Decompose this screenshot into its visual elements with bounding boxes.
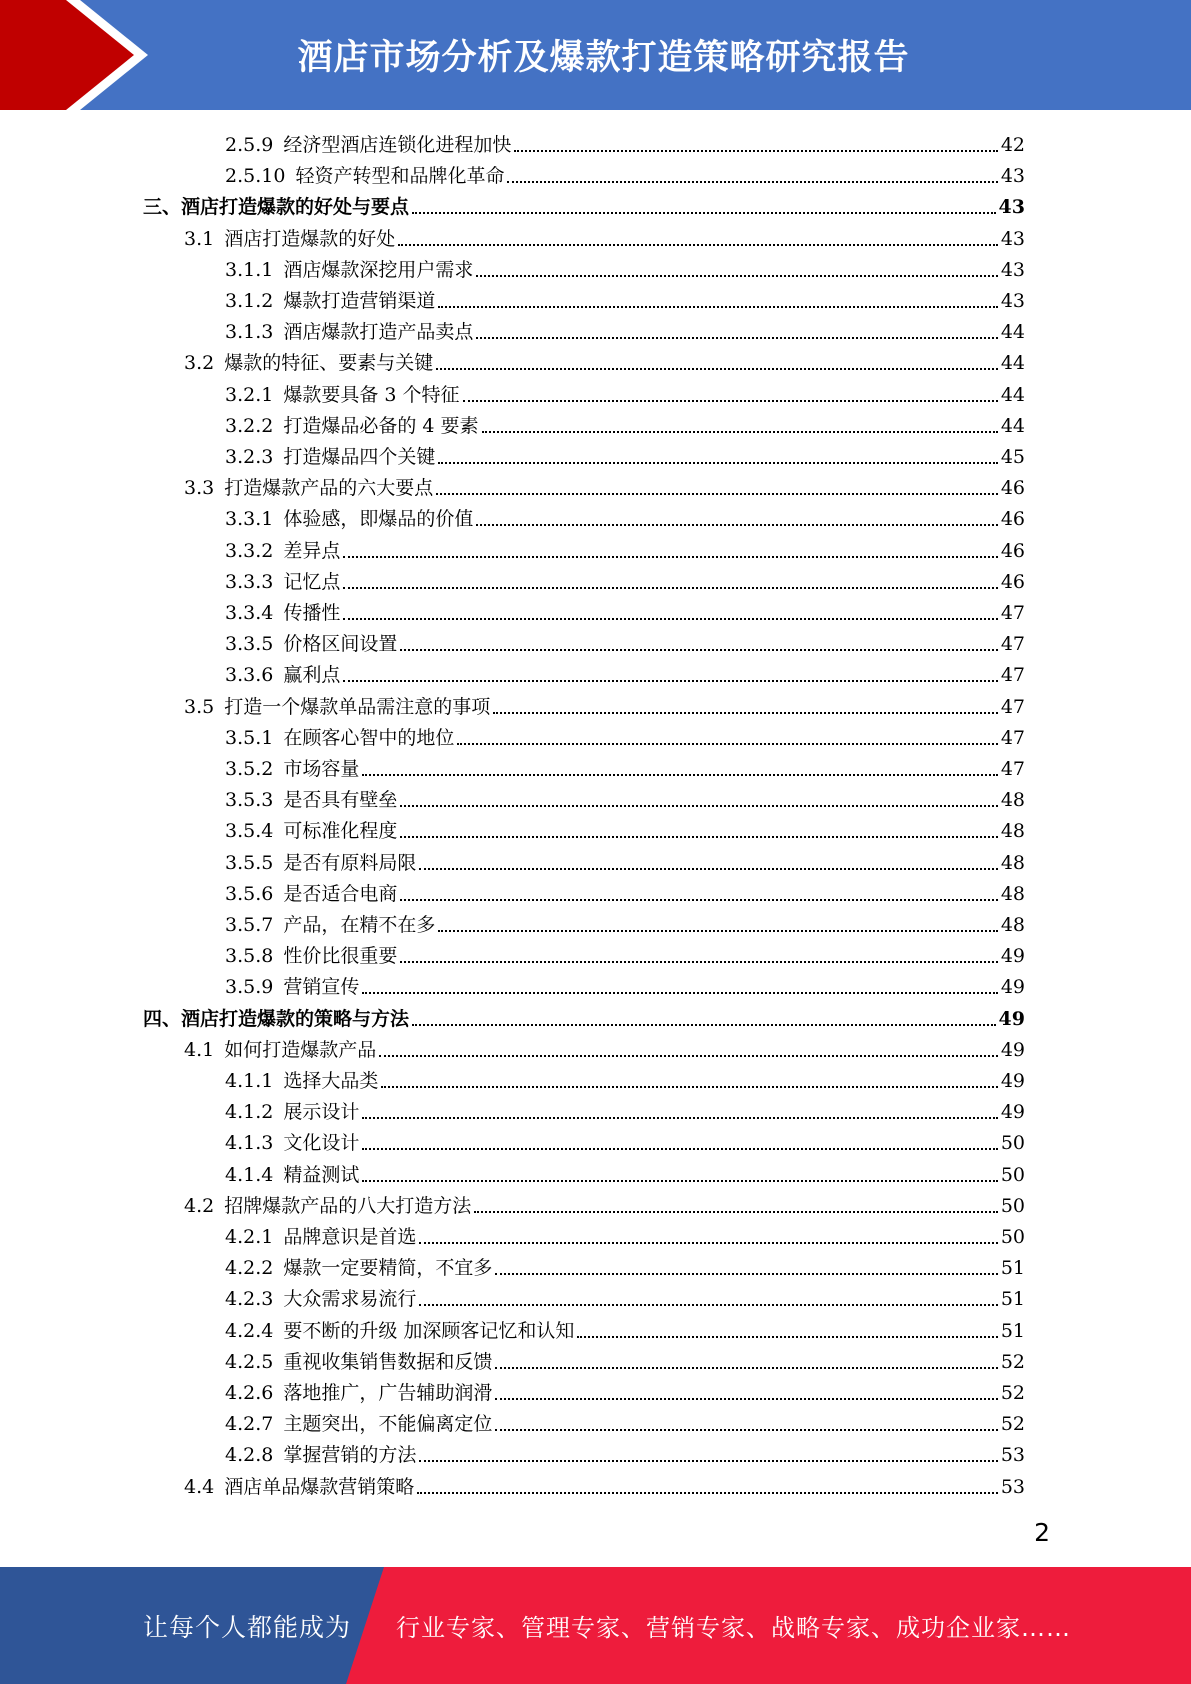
toc-entry-title: 价格区间设置 — [283, 633, 398, 656]
toc-entry-title: 经济型酒店连锁化进程加快 — [283, 134, 512, 156]
toc-entry-page: 47 — [1000, 758, 1025, 780]
toc-entry-number: 3.1.2 — [225, 290, 274, 312]
toc-entry-page: 48 — [1000, 820, 1025, 843]
toc-dot-leader — [495, 1271, 997, 1275]
toc-entry[interactable] — [184, 688, 1025, 719]
toc-entry[interactable] — [225, 875, 1025, 906]
toc-entry-page: 49 — [998, 1007, 1025, 1030]
toc-entry-page: 53 — [1000, 1444, 1025, 1467]
toc-dot-leader — [419, 1302, 997, 1306]
toc-dot-leader — [476, 273, 997, 277]
toc-entry-title: 爆款要具备 3 个特征 — [283, 383, 460, 406]
toc-dot-leader — [495, 1396, 997, 1400]
toc-entry-number: 3.3.2 — [225, 539, 274, 562]
header-banner — [0, 0, 1191, 110]
toc-entry[interactable] — [225, 532, 1025, 563]
toc-entry-number: 2.5.10 — [225, 165, 286, 188]
toc-entry[interactable] — [184, 1187, 1025, 1218]
toc-dot-leader — [438, 460, 997, 464]
toc-entry-page: 44 — [1000, 414, 1025, 437]
toc-dot-leader — [476, 335, 997, 339]
toc-entry[interactable] — [225, 376, 1025, 407]
toc-entry-page: 50 — [1000, 1132, 1025, 1155]
toc-entry-page: 47 — [1000, 726, 1025, 749]
toc-entry-title: 酒店打造爆款的策略与方法 — [181, 1007, 410, 1030]
toc-entry-page: 49 — [1000, 976, 1025, 999]
toc-entry-page: 43 — [998, 196, 1025, 219]
toc-entry-page: 43 — [1000, 258, 1025, 281]
toc-entry-title: 是否有原料局限 — [283, 851, 417, 874]
toc-entry-number: 3.3.4 — [225, 602, 274, 624]
toc-entry[interactable] — [225, 656, 1025, 687]
toc-dot-leader — [362, 990, 997, 994]
toc-entry-page: 43 — [1000, 290, 1025, 312]
toc-entry-page: 48 — [1000, 789, 1025, 812]
toc-entry-number: 3.3.6 — [225, 664, 274, 687]
toc-dot-leader — [343, 678, 997, 682]
toc-entry-number: 三、 — [143, 196, 182, 219]
toc-entry[interactable] — [225, 1062, 1025, 1093]
toc-dot-leader — [438, 928, 997, 932]
toc-entry-page: 43 — [1000, 227, 1025, 250]
toc-entry-number: 四、 — [143, 1007, 182, 1030]
toc-entry-page: 43 — [1000, 165, 1025, 188]
toc-entry-number: 4.4 — [184, 1475, 215, 1498]
toc-entry-page: 50 — [1000, 1163, 1025, 1186]
toc-entry[interactable] — [184, 1031, 1025, 1062]
toc-entry-number: 4.2.4 — [225, 1319, 274, 1342]
toc-entry-number: 3.5.8 — [225, 945, 274, 968]
footer-slogan: 让每个人都能成为 — [143, 1612, 352, 1642]
toc-entry-title: 市场容量 — [283, 758, 360, 780]
footer-expert-list: 行业专家、管理专家、营销专家、战略专家、成功企业家…… — [396, 1614, 1071, 1642]
toc-entry[interactable] — [225, 812, 1025, 843]
toc-entry-number: 3.5.4 — [225, 820, 274, 843]
toc-dot-leader — [400, 803, 997, 807]
toc-entry-page: 44 — [1000, 321, 1025, 344]
toc-entry-title: 掌握营销的方法 — [283, 1444, 417, 1467]
toc-dot-leader — [400, 959, 997, 963]
toc-entry-number: 3.5.9 — [225, 976, 274, 999]
toc-dot-leader — [436, 491, 998, 495]
toc-dot-leader — [379, 1053, 998, 1057]
toc-entry-number: 3.5.7 — [225, 914, 274, 936]
toc-entry[interactable] — [225, 1436, 1025, 1467]
toc-entry-title: 招牌爆款产品的八大打造方法 — [224, 1194, 472, 1217]
toc-entry[interactable] — [225, 1218, 1025, 1249]
toc-entry-title: 在顾客心智中的地位 — [283, 726, 455, 749]
toc-entry-number: 3.3.5 — [225, 633, 274, 656]
toc-dot-leader — [398, 242, 998, 246]
toc-entry-number: 3.1.1 — [225, 258, 274, 281]
toc-entry-number: 3.5.5 — [225, 851, 274, 874]
toc-dot-leader — [400, 897, 997, 901]
toc-entry[interactable] — [225, 282, 1025, 313]
toc-entry-page: 47 — [1000, 664, 1025, 687]
toc-entry[interactable] — [184, 344, 1025, 375]
toc-entry-title: 精益测试 — [283, 1163, 360, 1186]
toc-entry-title: 选择大品类 — [283, 1070, 379, 1092]
toc-entry-page: 44 — [1000, 383, 1025, 406]
toc-dot-leader — [362, 772, 997, 776]
toc-entry-number: 4.1.2 — [225, 1101, 274, 1124]
toc-entry-title: 酒店爆款打造产品卖点 — [283, 321, 474, 344]
toc-entry-page: 52 — [1000, 1413, 1025, 1436]
toc-entry-number: 3.1 — [184, 227, 215, 250]
toc-entry-number: 4.2 — [184, 1194, 215, 1217]
toc-entry[interactable] — [225, 126, 1025, 157]
toc-entry[interactable] — [225, 563, 1025, 594]
toc-entry-page: 48 — [1000, 882, 1025, 905]
toc-entry-title: 打造一个爆款单品需注意的事项 — [224, 695, 491, 718]
toc-entry-title: 记忆点 — [283, 570, 341, 593]
toc-entry[interactable] — [225, 1249, 1025, 1280]
toc-dot-leader — [474, 1209, 998, 1213]
toc-dot-leader — [495, 1427, 997, 1431]
toc-entry-number: 4.1.1 — [225, 1070, 274, 1092]
toc-entry-number: 3.3.1 — [225, 508, 274, 531]
toc-entry[interactable] — [143, 188, 1025, 219]
toc-entry-number: 4.2.5 — [225, 1350, 274, 1373]
toc-entry-number: 4.2.1 — [225, 1226, 274, 1248]
toc-dot-leader — [436, 366, 998, 370]
toc-dot-leader — [457, 741, 997, 745]
toc-entry-page: 47 — [1000, 602, 1025, 624]
toc-entry-title: 主题突出，不能偏离定位 — [283, 1413, 493, 1436]
toc-entry-title: 要不断的升级 加深顾客记忆和认知 — [283, 1319, 575, 1342]
toc-entry-page: 48 — [1000, 914, 1025, 936]
toc-entry-page: 52 — [1000, 1382, 1025, 1404]
toc-entry-number: 3.5.3 — [225, 789, 274, 812]
toc-entry-page: 46 — [1000, 508, 1025, 531]
toc-entry-number: 4.2.8 — [225, 1444, 274, 1467]
toc-dot-leader — [476, 522, 997, 526]
toc-entry-page: 46 — [1000, 570, 1025, 593]
toc-entry-number: 3.5 — [184, 695, 215, 718]
toc-entry-number: 3.2.3 — [225, 446, 274, 468]
toc-dot-leader — [493, 710, 998, 714]
toc-entry[interactable] — [225, 1343, 1025, 1374]
toc-entry[interactable] — [225, 1374, 1025, 1405]
toc-entry[interactable] — [225, 594, 1025, 625]
toc-entry[interactable] — [225, 157, 1025, 188]
toc-entry-number: 4.1 — [184, 1038, 215, 1061]
toc-dot-leader — [417, 1490, 998, 1494]
toc-entry-title: 酒店单品爆款营销策略 — [224, 1475, 415, 1498]
toc-entry-title: 爆款打造营销渠道 — [283, 290, 436, 312]
toc-entry-page: 51 — [1000, 1257, 1025, 1280]
toc-dot-leader — [381, 1084, 997, 1088]
toc-entry-page: 47 — [1000, 633, 1025, 656]
toc-entry-title: 是否具有壁垒 — [283, 789, 398, 812]
toc-entry[interactable] — [225, 937, 1025, 968]
toc-entry-title: 是否适合电商 — [283, 882, 398, 905]
toc-entry-page: 42 — [1000, 134, 1025, 156]
toc-entry-title: 品牌意识是首选 — [283, 1226, 417, 1248]
toc-entry-page: 49 — [1000, 1070, 1025, 1092]
toc-entry-number: 3.3.3 — [225, 570, 274, 593]
toc-entry-number: 4.2.3 — [225, 1288, 274, 1311]
toc-entry-number: 4.2.6 — [225, 1382, 274, 1404]
toc-entry-title: 轻资产转型和品牌化革命 — [295, 165, 505, 188]
toc-dot-leader — [362, 1115, 997, 1119]
toc-entry-title: 营销宣传 — [283, 976, 360, 999]
toc-entry-number: 3.1.3 — [225, 321, 274, 344]
toc-entry[interactable] — [143, 1000, 1025, 1031]
toc-entry-number: 3.5.1 — [225, 726, 274, 749]
toc-dot-leader — [362, 1178, 997, 1182]
toc-dot-leader — [507, 179, 997, 183]
toc-entry-page: 49 — [1000, 1038, 1025, 1061]
toc-dot-leader — [343, 616, 997, 620]
toc-dot-leader — [400, 647, 997, 651]
toc-entry-title: 爆款的特征、要素与关键 — [224, 352, 434, 375]
toc-entry[interactable] — [225, 1093, 1025, 1124]
toc-entry-title: 如何打造爆款产品 — [224, 1038, 377, 1061]
toc-entry-page: 50 — [1000, 1226, 1025, 1248]
toc-entry[interactable] — [184, 220, 1025, 251]
toc-entry-title: 打造爆款产品的六大要点 — [224, 477, 434, 500]
toc-entry-page: 50 — [1000, 1194, 1025, 1217]
toc-entry-title: 差异点 — [283, 539, 341, 562]
toc-dot-leader — [482, 429, 998, 433]
toc-entry[interactable] — [184, 1468, 1025, 1499]
toc-entry-title: 传播性 — [283, 602, 341, 624]
toc-entry[interactable] — [225, 968, 1025, 999]
toc-entry-title: 落地推广，广告辅助润滑 — [283, 1382, 493, 1404]
toc-entry[interactable] — [225, 1280, 1025, 1311]
toc-entry-number: 3.5.6 — [225, 882, 274, 905]
toc-entry-title: 产品，在精不在多 — [283, 914, 436, 936]
toc-entry[interactable] — [225, 438, 1025, 469]
toc-entry[interactable] — [225, 407, 1025, 438]
toc-dot-leader — [463, 398, 998, 402]
toc-dot-leader — [495, 1365, 997, 1369]
toc-entry[interactable] — [225, 1405, 1025, 1436]
toc-entry-number: 4.1.3 — [225, 1132, 274, 1155]
toc-entry-title: 大众需求易流行 — [283, 1288, 417, 1311]
toc-dot-leader — [577, 1334, 997, 1338]
toc-entry-page: 44 — [1000, 352, 1025, 375]
toc-entry-title: 酒店爆款深挖用户需求 — [283, 258, 474, 281]
toc-entry-number: 3.2.1 — [225, 383, 274, 406]
toc-entry-page: 51 — [1000, 1319, 1025, 1342]
toc-dot-leader — [343, 554, 997, 558]
toc-entry-title: 爆款一定要精简，不宜多 — [283, 1257, 493, 1280]
toc-entry[interactable] — [225, 313, 1025, 344]
toc-entry[interactable] — [225, 625, 1025, 656]
report-title: 酒店市场分析及爆款打造策略研究报告 — [297, 38, 910, 78]
toc-entry-title: 重视收集销售数据和反馈 — [283, 1350, 493, 1373]
toc-dot-leader — [419, 1240, 997, 1244]
toc-entry-title: 文化设计 — [283, 1132, 360, 1155]
toc-entry[interactable] — [225, 844, 1025, 875]
toc-dot-leader — [412, 1022, 996, 1026]
toc-dot-leader — [419, 1458, 997, 1462]
toc-dot-leader — [343, 585, 997, 589]
toc-entry[interactable] — [225, 1156, 1025, 1187]
toc-entry[interactable] — [225, 1124, 1025, 1155]
toc-entry-title: 打造爆品四个关键 — [283, 446, 436, 468]
toc-entry-number: 3.5.2 — [225, 758, 274, 780]
toc-dot-leader — [514, 148, 997, 152]
toc-entry-number: 3.3 — [184, 477, 215, 500]
toc-entry-number: 4.1.4 — [225, 1163, 274, 1186]
footer-banner — [0, 1567, 1191, 1684]
toc-entry[interactable] — [225, 251, 1025, 282]
toc-entry-page: 49 — [1000, 1101, 1025, 1124]
toc-dot-leader — [362, 1146, 997, 1150]
toc-entry-number: 3.2 — [184, 352, 215, 375]
toc-entry-title: 赢利点 — [283, 664, 341, 687]
toc-entry[interactable] — [225, 719, 1025, 750]
toc-entry[interactable] — [225, 500, 1025, 531]
toc-entry[interactable] — [225, 781, 1025, 812]
toc-entry-number: 4.2.7 — [225, 1413, 274, 1436]
toc-entry-page: 46 — [1000, 477, 1025, 500]
toc-entry-title: 可标准化程度 — [283, 820, 398, 843]
toc-dot-leader — [400, 834, 997, 838]
toc-entry-page: 47 — [1000, 695, 1025, 718]
toc-entry-title: 性价比很重要 — [283, 945, 398, 968]
toc-dot-leader — [419, 866, 997, 870]
toc-entry-page: 53 — [1000, 1475, 1025, 1498]
toc-entry-number: 3.2.2 — [225, 414, 274, 437]
toc-entry-title: 体验感，即爆品的价值 — [283, 508, 474, 531]
toc-dot-leader — [412, 210, 996, 214]
toc-entry-title: 展示设计 — [283, 1101, 360, 1124]
toc-entry[interactable] — [225, 750, 1025, 781]
toc-entry-page: 51 — [1000, 1288, 1025, 1311]
toc-entry-title: 打造爆品必备的 4 要素 — [283, 414, 479, 437]
toc-dot-leader — [438, 304, 997, 308]
toc-entry[interactable] — [184, 469, 1025, 500]
toc-entry-number: 4.2.2 — [225, 1257, 274, 1280]
toc-entry-page: 49 — [1000, 945, 1025, 968]
toc-entry-page: 46 — [1000, 539, 1025, 562]
toc-entry[interactable] — [225, 906, 1025, 937]
toc-entry-page: 52 — [1000, 1350, 1025, 1373]
toc-entry-title: 酒店打造爆款的好处 — [224, 227, 396, 250]
toc-entry-title: 酒店打造爆款的好处与要点 — [181, 196, 410, 219]
page-number: 2 — [1034, 1518, 1050, 1547]
toc-entry-page: 48 — [1000, 851, 1025, 874]
toc-entry-page: 45 — [1000, 446, 1025, 468]
toc-entry[interactable] — [225, 1312, 1025, 1343]
toc-entry-number: 2.5.9 — [225, 134, 274, 156]
